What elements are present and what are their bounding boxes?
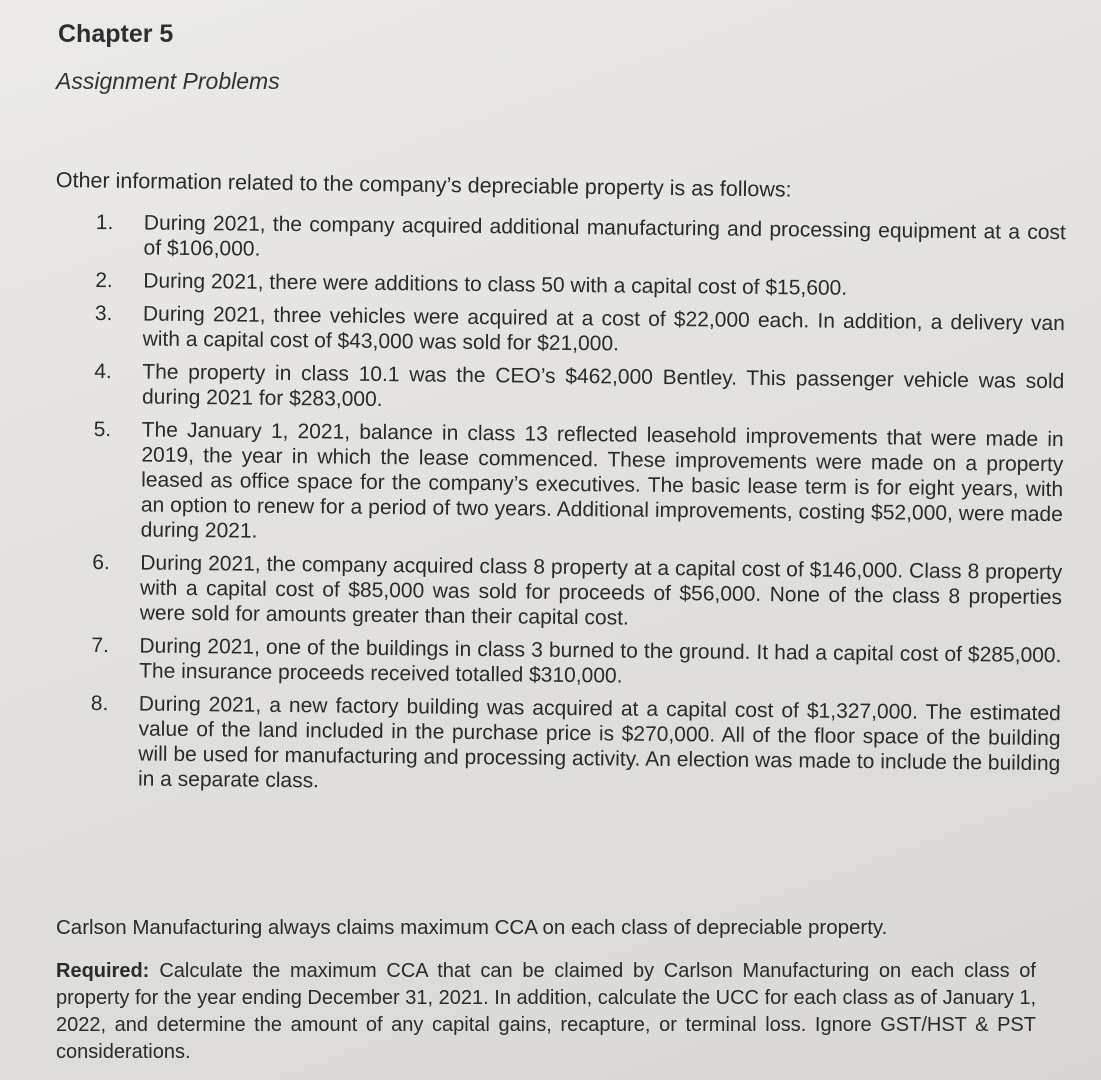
item-text: The property in class 10.1 was the CEO’s $462,000 Bentley. This passenger vehicle was sold during 2021 for $283,000. <box>141 360 1065 412</box>
list-item <box>93 417 1064 552</box>
required-label: Required: <box>56 960 150 982</box>
required-paragraph <box>56 958 1036 1066</box>
item-text: The January 1, 2021, balance in class 13 reflected leasehold improvements that were made in 2019, the year in which the lease commenced. These improvements were made on a property leased as office space for the company’s executives. The basic lease term is for eight years, with an option to renew for a period of two years. Additional improvements, costing $52,000, were made during 2021. <box>140 418 1064 543</box>
list-item <box>90 691 1061 801</box>
item-number: 7. <box>91 633 110 658</box>
property-info-list <box>90 210 1066 809</box>
item-number: 6. <box>92 550 110 575</box>
item-text: During 2021, the company acquired class 8 property at a capital cost of $146,000. Class 8 property with a capital cost of $85,000 was sold for proceeds of $56,000. None of the class 8 properties were sold for amounts greater than their capital cost. <box>139 551 1063 630</box>
item-text: During 2021, three vehicles were acquired at a cost of $22,000 each. In addition, a delivery van with a capital cost of $43,000 was sold for $21,000. <box>142 302 1065 356</box>
required-text: Calculate the maximum CCA that can be claimed by Carlson Manufacturing on each class of property for the year ending December 31, 2021. In addition, calculate the UCC for each class as of January 1, 2022, and determine the amount of any capital gains, recapture, or terminal loss. Ignore GST/HST & PST considerations. <box>56 960 1036 1063</box>
item-text: During 2021, the company acquired additional manufacturing and processing equipment at a cost of $106,000. <box>143 211 1066 261</box>
list-item <box>91 633 1061 693</box>
intro-paragraph: Other information related to the company’s depreciable property is as follows: <box>55 168 792 202</box>
list-item <box>95 301 1065 361</box>
section-subtitle: Assignment Problems <box>56 68 280 94</box>
list-item <box>95 268 1065 303</box>
item-text: During 2021, one of the buildings in class 3 burned to the ground. It had a capital cost of $285,000. The insurance proceeds received totalled $310,000. <box>139 634 1062 688</box>
chapter-heading: Chapter 5 <box>58 20 174 48</box>
item-number: 4. <box>94 359 112 384</box>
list-item <box>92 550 1063 635</box>
item-number: 8. <box>90 691 109 716</box>
item-number: 5. <box>93 417 112 442</box>
list-item <box>95 210 1065 270</box>
closing-statement: Carlson Manufacturing always claims maximum CCA on each class of depreciable property. <box>56 916 888 939</box>
item-number: 2. <box>95 268 113 293</box>
item-text: During 2021, a new factory building was acquired at a capital cost of $1,327,000. The estimated value of the land included in the purchase price is $270,000. All of the floor space of the building will be used for manufacturing and processing activity. An election was made to include the building in a separate class. <box>137 692 1061 793</box>
list-item <box>94 359 1064 419</box>
item-text: During 2021, there were additions to class 50 with a capital cost of $15,600. <box>143 269 848 300</box>
item-number: 1. <box>95 210 114 235</box>
item-number: 3. <box>94 301 113 326</box>
